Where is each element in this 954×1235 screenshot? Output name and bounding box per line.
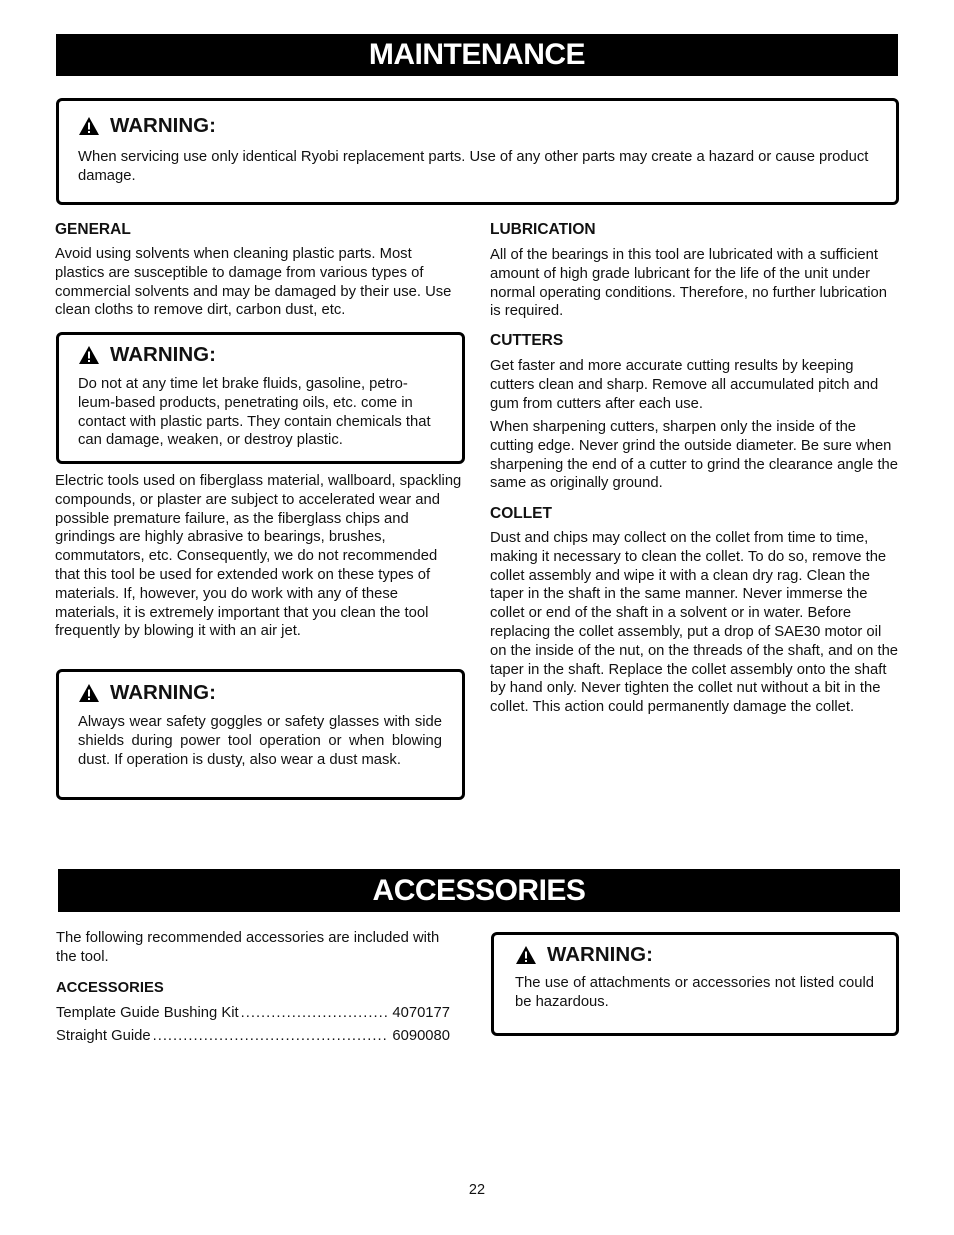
warning-text: Do not at any time let brake fluids, gasoline, petro-leum-based products, penetrating oils, etc. come in contact with plastic parts. They contain chemicals that can damage, weaken, or destroy plastic.: [78, 376, 431, 449]
collet-text: Dust and chips may collect on the collet from time to time, making it necessary to clean the collet. To do so, remove the collet assembly and wipe it with a clean dry rag. Clean the taper in the shaft in the same manner. Never immerse the collet or end of the shaft in a solvent or in water. Before replacing the collet assembly, put a drop of SAE30 motor oil on the inside of the nut, on the threads of the shaft, and on the taper in the shaft. Replace the collet assembly onto the shaft by hand only. Never tighten the collet nut without a bit in the collet. This action could permanently damage the collet.: [490, 530, 899, 716]
accessory-name: Template Guide Bushing Kit: [56, 1005, 239, 1021]
collet-heading: COLLET: [490, 505, 552, 522]
list-item: [56, 1002, 450, 1025]
accessories-list-heading: ACCESSORIES: [56, 980, 164, 996]
warning-label: WARNING:: [110, 681, 216, 704]
warning-box-replacement-parts: [56, 98, 899, 205]
accessories-list: [56, 1002, 450, 1048]
warning-header: [78, 114, 876, 138]
accessory-part-number: 4070177: [392, 1005, 450, 1021]
warning-box-attachments: [491, 932, 899, 1036]
warning-box-goggles: [56, 669, 465, 800]
warning-triangle-icon: [78, 683, 100, 703]
general-text: Avoid using solvents when cleaning plastic parts. Most plastics are susceptible to damage from various types of commercial solvents and may be damaged by their use. Use clean cloths to remove dirt, carbon dust, etc.: [55, 246, 452, 319]
warning-text: When servicing use only identical Ryobi replacement parts. Use of any other parts may create a hazard or cause product damage.: [78, 149, 869, 184]
cutters-text-1: Get faster and more accurate cutting results by keeping cutters clean and sharp. Remove all accumulated pitch and gum from cutters after each use.: [490, 358, 879, 412]
warning-text: The use of attachments or accessories not listed could be hazardous.: [515, 975, 874, 1010]
warning-triangle-icon: [515, 945, 537, 965]
accessories-intro: The following recommended accessories are included with the tool.: [56, 930, 440, 965]
warning-header: [78, 343, 442, 367]
list-item: [56, 1025, 450, 1048]
accessory-part-number: 6090080: [392, 1028, 450, 1044]
warning-triangle-icon: [78, 116, 100, 136]
warning-text: Always wear safety goggles or safety glasses with side shields during power tool operation or when blowing dust. If operation is dusty, also wear a dust mask.: [78, 714, 442, 768]
dot-leader: [153, 1025, 390, 1048]
warning-label: WARNING:: [547, 943, 653, 966]
general-heading: GENERAL: [55, 221, 131, 238]
lubrication-heading: LUBRICATION: [490, 221, 596, 238]
accessory-name: Straight Guide: [56, 1028, 151, 1044]
electric-tools-text: Electric tools used on fiberglass material, wallboard, spackling compounds, or plaster are subject to accelerated wear and possible premature failure, as the fiberglass chips and grindings are highly abrasive to bearings, brushes, commutators, etc. Consequently, we do not recommended that this tool be used for extended work on these types of materials. If, however, you do work with any of these materials, it is extremely important that you clean the tool frequently by blowing it with an air jet.: [55, 473, 462, 640]
dot-leader: [241, 1002, 390, 1025]
accessories-title: ACCESSORIES: [58, 869, 900, 912]
warning-label: WARNING:: [110, 343, 216, 366]
warning-triangle-icon: [78, 345, 100, 365]
maintenance-title: MAINTENANCE: [56, 34, 898, 76]
warning-box-plastic: [56, 332, 465, 464]
cutters-text-2: When sharpening cutters, sharpen only the inside of the cutting edge. Never grind the outside diameter. Be sure when sharpening the end of a cutter to grind the clearance angle the same as originally ground.: [490, 419, 899, 492]
lubrication-text: All of the bearings in this tool are lubricated with a sufficient amount of high grade lubricant for the life of the unit under normal operating conditions. Therefore, no further lubrication is required.: [490, 247, 888, 320]
cutters-heading: CUTTERS: [490, 332, 564, 349]
warning-header: [515, 943, 874, 967]
page-number: 22: [468, 1182, 486, 1198]
warning-header: [78, 681, 442, 705]
warning-label: WARNING:: [110, 114, 216, 137]
